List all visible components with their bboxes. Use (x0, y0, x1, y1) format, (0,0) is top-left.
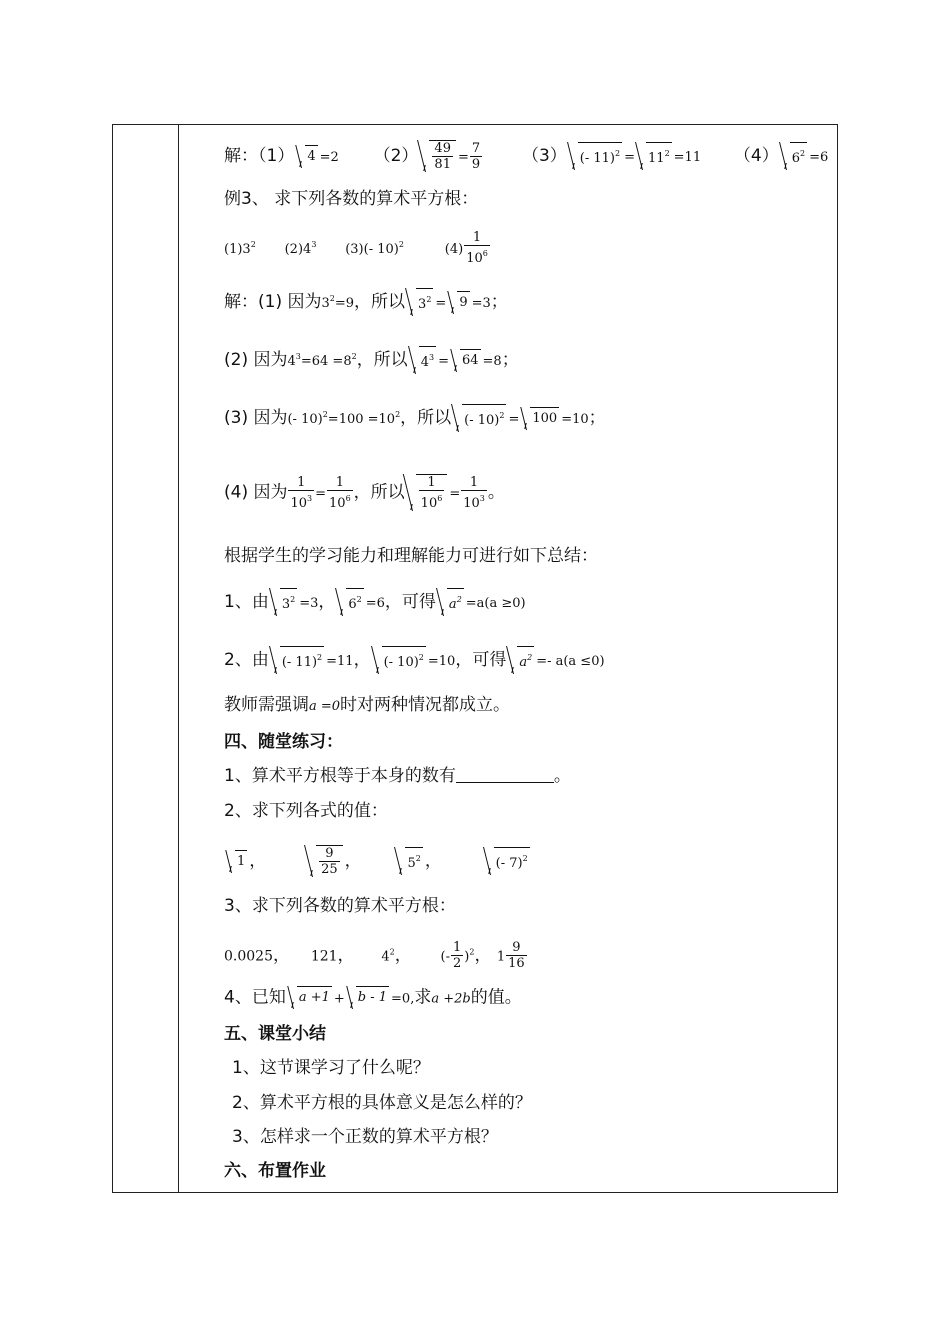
text: 时对两种情况都成立。 (340, 695, 511, 715)
sqrt (508, 646, 534, 674)
exponent: 2 (356, 595, 362, 604)
radicand: 100 (530, 407, 559, 430)
result: =2 (319, 150, 339, 165)
homework-heading: 六、布置作业 (224, 1161, 326, 1181)
base: (- 10) (287, 412, 323, 427)
solution-3-line-3 (224, 404, 606, 432)
expression: a +2b (431, 991, 471, 1007)
radicand: 11 (648, 151, 665, 166)
paren: ) (464, 949, 470, 965)
practice-q4 (224, 986, 522, 1011)
sqrt-4 (296, 145, 317, 168)
table-column-divider (178, 124, 179, 1193)
exponent: 2 (290, 595, 296, 604)
sqrt-fraction (407, 474, 448, 511)
result: =11 (673, 150, 702, 165)
equals: = (508, 412, 520, 427)
punctuation: 。 (553, 766, 571, 786)
punctuation: ， (474, 945, 492, 966)
review-q3: 3、怎样求一个正数的算术平方根？ (232, 1127, 498, 1147)
radicand: 3 (281, 597, 291, 612)
punctuation: ， (394, 945, 412, 966)
practice-heading: 四、随堂练习： (224, 732, 343, 752)
exponent: 2 (499, 411, 505, 420)
sqrt (453, 404, 506, 432)
denominator: 2 (453, 956, 462, 971)
numerator: 7 (471, 140, 481, 156)
text: ，所以 (356, 350, 408, 370)
radicand: (- 11) (281, 655, 318, 670)
base: 4 (303, 242, 312, 257)
solution-3-line-4 (224, 474, 505, 511)
numerator: 1 (464, 230, 490, 246)
denominator: 10 (466, 251, 483, 266)
item-label: (2) (284, 242, 304, 257)
sqrt (373, 646, 426, 674)
exponent: 2 (522, 854, 528, 863)
text: (4) 因为 (224, 482, 288, 503)
number: 121 (310, 948, 338, 965)
result: =6 (365, 596, 385, 611)
text: ，可得 (384, 592, 436, 612)
denominator: 16 (508, 956, 525, 971)
text: 1、由 (224, 592, 269, 612)
sqrt-neg11-sq (569, 142, 622, 170)
sqrt (521, 407, 559, 430)
equals: =64 =8 (300, 354, 352, 369)
exponent: 3 (311, 240, 317, 249)
exponent: 2 (456, 595, 462, 604)
exponent: 3 (479, 493, 485, 503)
punctuation: 。 (487, 482, 505, 503)
sqrt (347, 986, 389, 1009)
radicand: 4 (420, 355, 429, 370)
text: 2、由 (224, 650, 269, 670)
result: =3 (299, 596, 319, 611)
exponent: 2 (329, 294, 335, 303)
denominator: 9 (471, 156, 481, 172)
text: 的值。 (470, 987, 522, 1008)
whole-part: 1 (496, 949, 506, 965)
base: 3 (321, 296, 330, 311)
sqrt (410, 346, 436, 374)
text: 求 (414, 987, 432, 1008)
solution-line-1 (224, 140, 828, 172)
summary-intro: 根据学生的学习能力和理解能力可进行如下总结： (224, 546, 598, 566)
solution-3-line-2 (224, 346, 519, 374)
exponent: 3 (428, 353, 435, 362)
text: ，所以 (353, 482, 405, 503)
punctuation: ； (501, 350, 519, 370)
solution-label: 解： (224, 146, 258, 166)
result: =8 (482, 354, 502, 369)
equals: = (315, 486, 327, 502)
text: ，所以 (354, 292, 406, 312)
exponent: 2 (351, 352, 357, 361)
radicand: a +1 (297, 986, 332, 1009)
radicand: 3 (418, 297, 427, 312)
practice-q3: 3、求下列各数的算术平方根： (224, 896, 456, 916)
exponent: 2 (664, 149, 670, 158)
exponent: 2 (322, 410, 328, 419)
exponent: 2 (527, 653, 533, 662)
practice-q3-items (224, 940, 528, 971)
sqrt (337, 588, 363, 616)
base: 4 (287, 354, 296, 369)
text: 4、已知 (224, 987, 286, 1008)
sqrt (226, 850, 247, 873)
equals: =9 (334, 296, 355, 311)
radicand: (- 7) (495, 856, 523, 871)
result: =3 (471, 296, 491, 311)
example-3-items (224, 230, 491, 266)
exponent: 2 (469, 947, 475, 957)
result: =10 (561, 412, 589, 427)
base: 3 (242, 242, 251, 257)
exponent: 2 (800, 149, 806, 158)
radicand: 5 (407, 856, 416, 871)
exponent: 3 (307, 493, 313, 503)
radicand: 1 (235, 850, 247, 873)
exponent: 2 (250, 240, 256, 249)
solution-3-line-1 (224, 288, 508, 316)
text: 教师需强调 (224, 695, 309, 715)
part-4-label: （4） (733, 146, 779, 166)
practice-q1 (224, 765, 571, 787)
equals: = (457, 150, 469, 165)
numerator: 1 (461, 475, 487, 491)
denominator: 10 (463, 495, 480, 511)
text: ，所以 (400, 408, 452, 428)
radicand: 6 (791, 151, 801, 166)
result: =10 (427, 654, 456, 669)
sqrt-fraction (307, 845, 343, 877)
result: =6 (809, 150, 829, 165)
punctuation: ， (353, 650, 371, 670)
review-heading: 五、课堂小结 (224, 1024, 326, 1044)
sqrt (396, 847, 422, 875)
punctuation: ， (424, 851, 442, 871)
sqrt (271, 646, 324, 674)
answer-blank[interactable] (456, 766, 554, 783)
equals: =0, (391, 991, 415, 1007)
example-3-title: 例3、 求下列各数的算术平方根： (224, 189, 479, 209)
text: 1、算术平方根等于本身的数有 (224, 766, 456, 786)
review-q1: 1、这节课学习了什么呢？ (232, 1058, 430, 1078)
sqrt (451, 349, 481, 372)
exponent: 3 (295, 352, 301, 361)
punctuation: ， (344, 851, 362, 871)
sqrt-fraction (420, 140, 456, 172)
exponent: 2 (415, 854, 421, 863)
sqrt (438, 588, 464, 616)
radicand: (- 10) (464, 413, 500, 428)
punctuation: ； (490, 292, 508, 312)
exponent: 6 (482, 249, 488, 258)
result: =- a(a ≤0) (536, 654, 605, 669)
equals: = (624, 150, 636, 165)
numerator: 1 (419, 475, 445, 491)
radicand: b - 1 (356, 986, 389, 1009)
radicand: 4 (305, 145, 317, 168)
base: 4 (381, 949, 390, 965)
radicand: (- 10) (383, 655, 419, 670)
punctuation: ， (273, 945, 290, 966)
exponent: 2 (317, 653, 323, 662)
operator: + (333, 991, 345, 1007)
part-2-label: （2） (373, 146, 419, 166)
equals: =100 =10 (327, 412, 396, 427)
sqrt (271, 588, 297, 616)
sqrt-11-sq (637, 142, 672, 170)
result: =11 (326, 654, 354, 669)
text: (3) 因为 (224, 408, 288, 428)
punctuation: ； (588, 408, 606, 428)
exponent: 2 (615, 149, 621, 158)
denominator: 10 (329, 495, 346, 511)
punctuation: ， (249, 851, 267, 871)
punctuation: ， (337, 945, 355, 966)
sqrt (407, 288, 433, 316)
sqrt (448, 291, 469, 314)
radicand: 9 (457, 291, 469, 314)
punctuation: ， (318, 592, 336, 612)
item-label: (4) (444, 242, 464, 257)
sqrt (288, 986, 332, 1009)
exponent: 2 (389, 947, 395, 957)
item-label: (1) (224, 242, 243, 257)
denominator: 10 (420, 496, 438, 511)
base: (- 10) (363, 242, 399, 257)
exponent: 2 (398, 240, 404, 249)
exponent: 2 (418, 653, 424, 662)
exponent: 6 (437, 494, 443, 503)
denominator: 10 (290, 495, 308, 511)
numerator: 1 (327, 475, 353, 491)
numerator: 49 (434, 141, 451, 156)
practice-q2-items (224, 845, 532, 877)
result: =a(a ≥0) (465, 596, 526, 611)
radicand: a (448, 597, 457, 612)
sqrt-6-sq (781, 142, 807, 170)
equals: = (435, 296, 447, 311)
exponent: 2 (426, 295, 432, 304)
exponent: 6 (345, 493, 351, 503)
part-1-label: （1） (258, 146, 295, 166)
radicand: 64 (460, 349, 481, 372)
numerator: 1 (453, 940, 462, 955)
radicand: 6 (348, 597, 357, 612)
text: (2) 因为 (224, 350, 288, 370)
denominator: 81 (434, 157, 451, 172)
sqrt (485, 847, 530, 875)
exponent: 2 (395, 410, 401, 419)
radicand: a (519, 655, 528, 670)
numerator: 9 (319, 846, 340, 862)
paren: (- (440, 949, 451, 965)
radicand: (- 11) (579, 151, 616, 166)
text: ，可得 (455, 650, 507, 670)
part-3-label: （3） (521, 146, 567, 166)
text: 解：(1) 因为 (224, 292, 322, 312)
numerator: 1 (288, 475, 314, 491)
summary-rule-1 (224, 588, 526, 616)
math: a =0 (309, 699, 341, 714)
equals: = (449, 486, 461, 502)
item-label: (3) (345, 242, 364, 257)
summary-rule-2 (224, 646, 605, 674)
review-q2: 2、算术平方根的具体意义是怎么样的？ (232, 1093, 532, 1113)
teacher-note (224, 694, 510, 718)
practice-q2: 2、求下列各式的值： (224, 801, 388, 821)
denominator: 25 (321, 862, 338, 877)
numerator: 9 (506, 940, 527, 956)
equals: = (438, 354, 449, 369)
number: 0.0025 (224, 948, 273, 965)
